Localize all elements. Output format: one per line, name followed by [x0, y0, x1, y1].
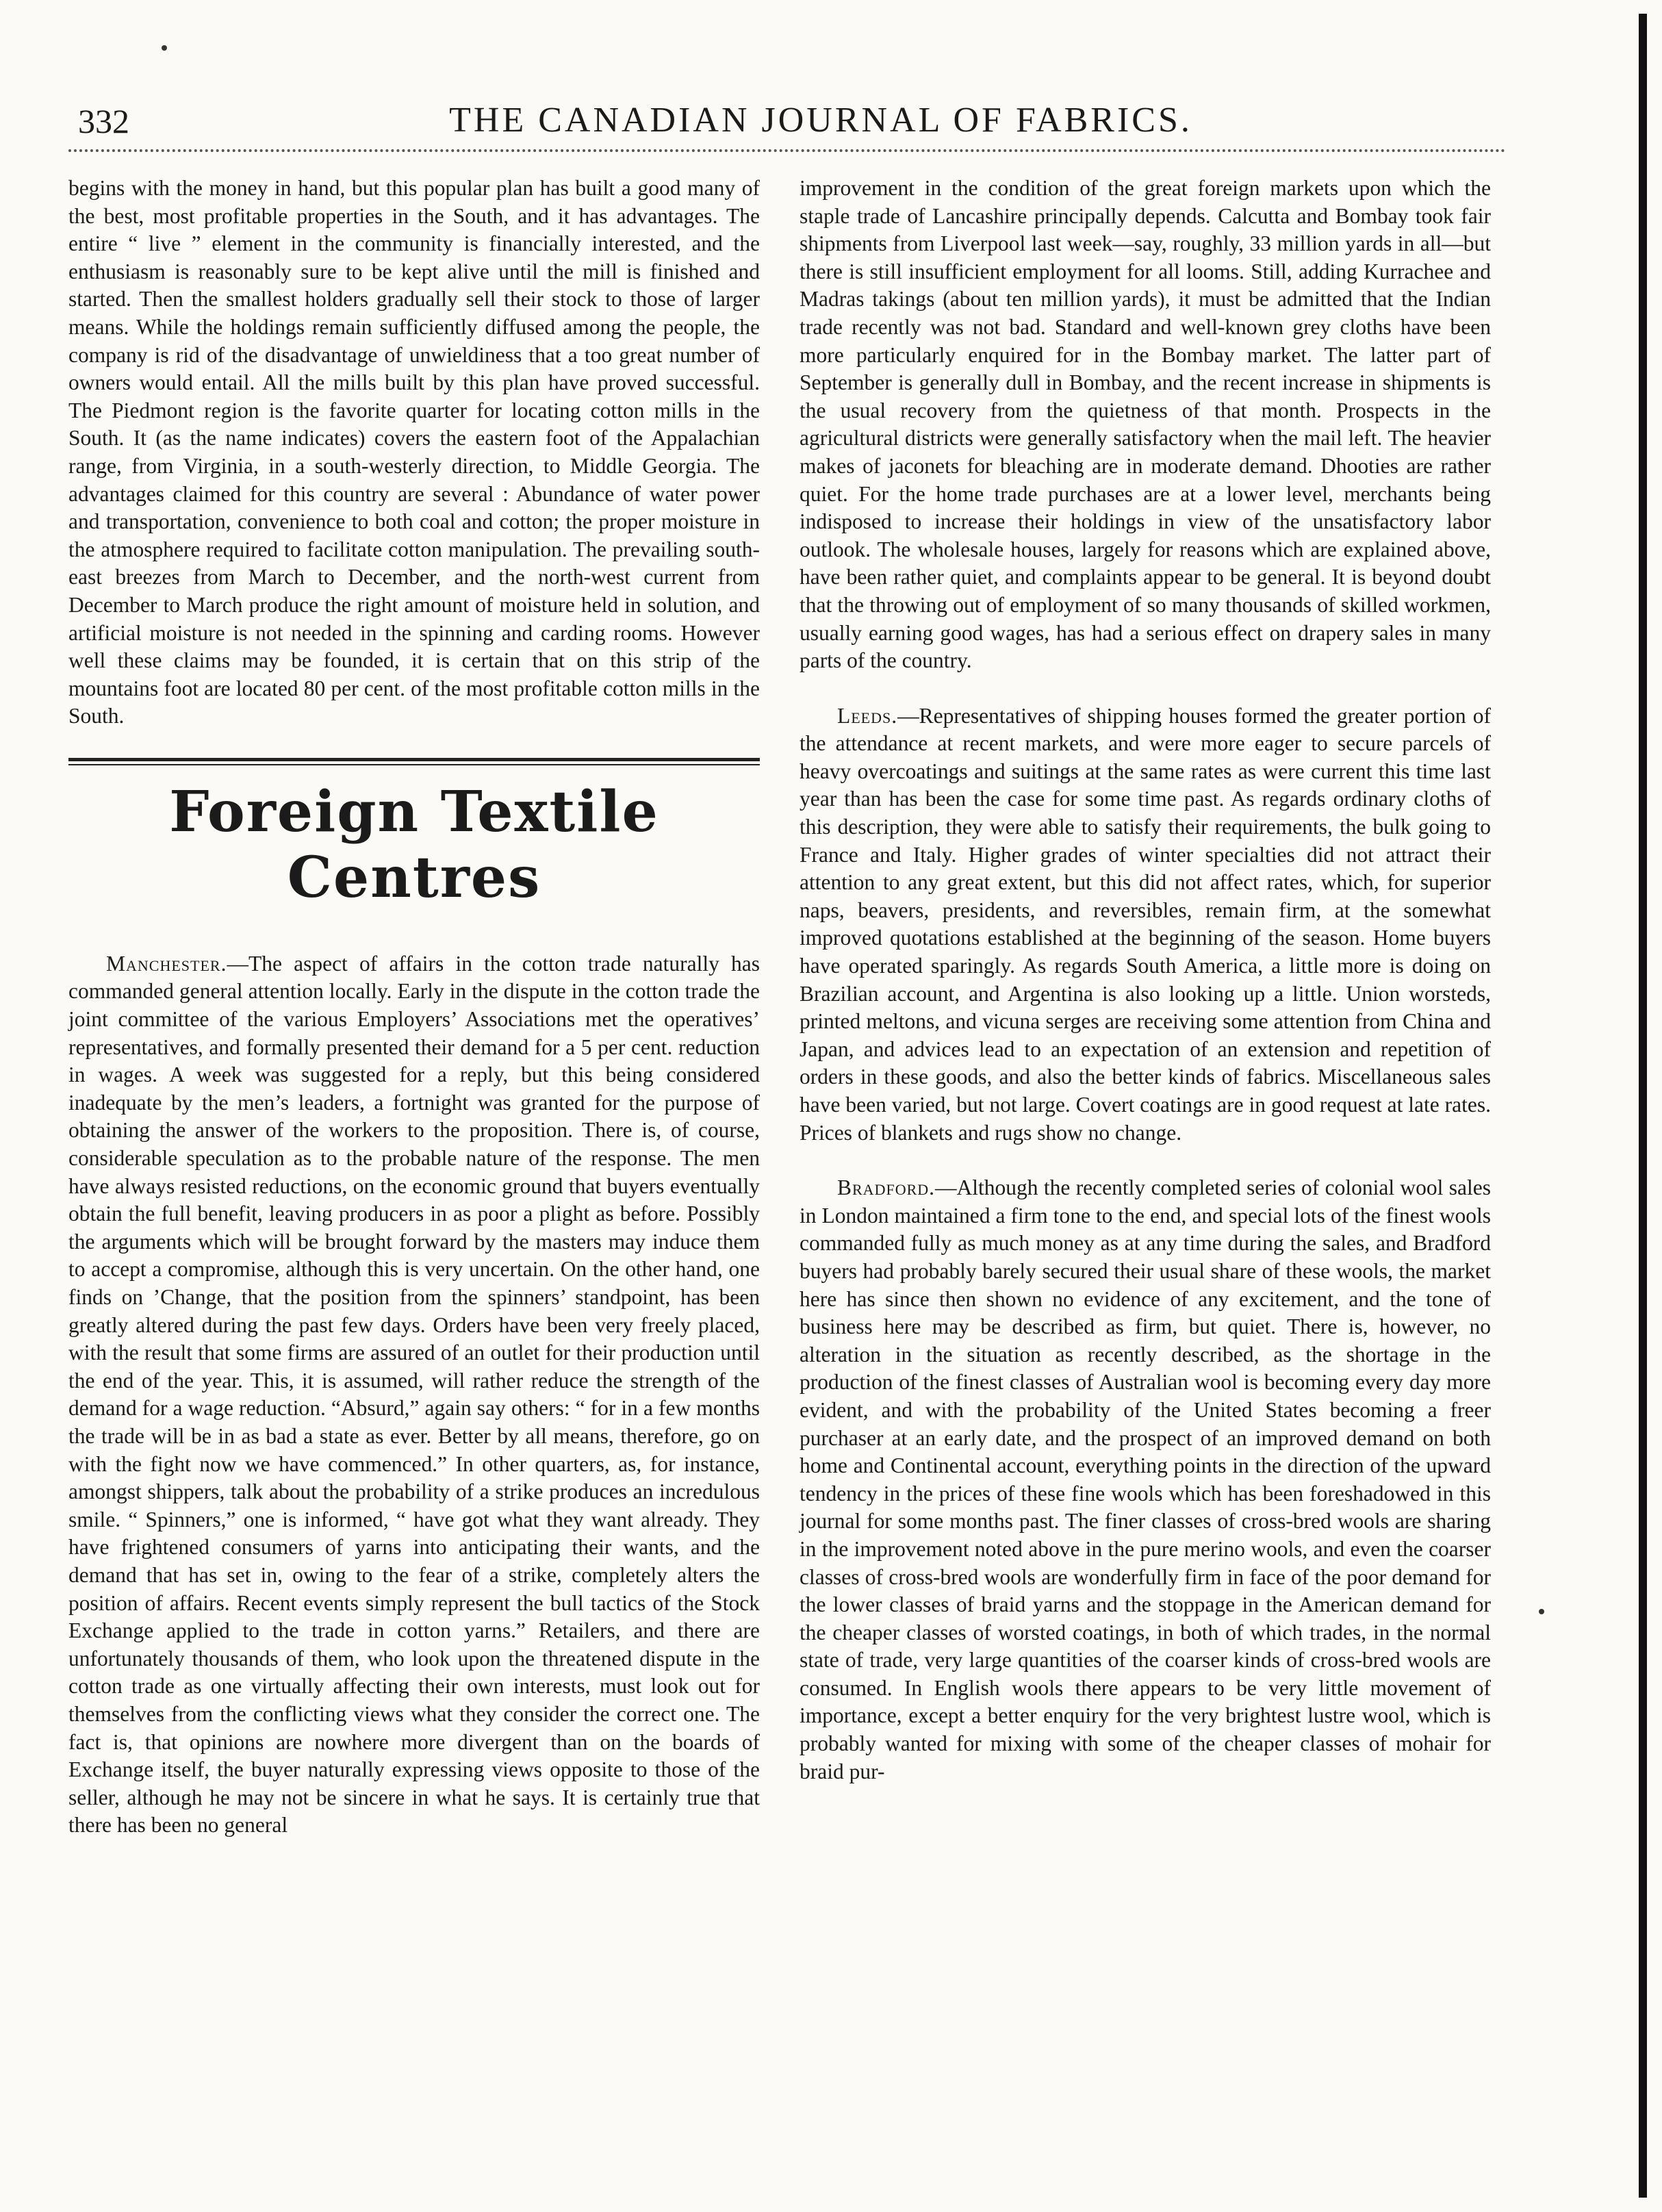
ink-speck	[1539, 1609, 1544, 1614]
bradford-lead: Bradford.	[837, 1175, 936, 1200]
section-divider	[68, 758, 760, 765]
left-column	[68, 175, 760, 1867]
bradford-text: —Although the recently completed series of colonial wool sales in London maintained a firm tone to the end, and special lots of the finest wools commanded fully as much money as at any time during the sales, and Bradford buyers had probably barely secured their usual share of these wools, the market here has since then shown no evidence of any excitement, and the tone of business here may be described as firm, but quiet. There is, however, no alteration in the situation as recently described, as the shortage in the production of the finest classes of Australian wool is becoming every day more evident, and with the probability of the United States becoming a freer purchaser at an early date, and the prospect of an improved demand on both home and Continental account, everything points in the direction of the upward tendency in the prices of these fine wools which has been foreshadowed in this journal for some months past. The finer classes of cross-bred wools are sharing in the improvement noted above in the pure merino wools, and even the coarser classes of cross-bred wools are wonderfully firm in face of the poor demand for the lower classes of braid yarns and the stoppage in the American demand for the cheaper classes of worsted coatings, in both of which trades, in the normal state of trade, very large quantities of the coarser kinds of cross-bred wools are consumed. In English wools there appears to be very little movement of importance, except a better enquiry for the very brightest lustre wool, which is probably wanted for mixing with some of the cheaper classes of mohair for braid pur-	[800, 1175, 1491, 1783]
intro-paragraph: begins with the money in hand, but this popular plan has built a good many of the best, most profitable properties in the South, and it has advantages. The entire “ live ” element in the community is financially interested, and the enthusiasm is reasonably sure to be kept alive until the mill is finished and started. Then the smallest holders gradually sell their stock to those of larger means. While the holdings remain sufficiently diffused among the people, the company is rid of the disadvantage of unwieldiness that a too great number of owners would entail. All the mills built by this plan have proved successful. The Piedmont region is the favorite quarter for locating cotton mills in the South. It (as the name indicates) covers the eastern foot of the Appalachian range, from Virginia, in a south-westerly direction, to Middle Georgia. The advantages claimed for this country are several : Abundance of water power and transportation, convenience to both coal and cotton; the proper moisture in the atmosphere required to facilitate cotton manipulation. The prevailing south-east breezes from March to December, and the north-west current from December to March produce the right amount of moisture held in solution, and artificial moisture is not needed in the spinning and carding rooms. However well these claims may be founded, it is certain that on this strip of the mountains foot are located 80 per cent. of the most profitable cotton mills in the South.	[68, 176, 760, 728]
manchester-text: —The aspect of affairs in the cotton trade naturally has commanded general attention locally. Early in the dispute in the cotton trade the joint committee of the various Employers’ Associations met the operatives’ representatives, and formally presented their demand for a 5 per cent. reduction in wages. A week was suggested for a reply, but this being considered inadequate by the men’s leaders, a fortnight was granted for the purpose of obtaining the answer of the workers to the proposition. There is, of course, considerable speculation as to the probable nature of the response. The men have always resisted reductions, on the economic ground that buyers eventually obtain the full benefit, leaving producers in as poor a plight as before. Possibly the arguments which will be brought forward by the masters may induce them to accept a compromise, although this is very uncertain. On the other hand, one finds on ’Change, that the position from the spinners’ standpoint, has been greatly altered during the past few days. Orders have been very freely placed, with the result that some firms are assured of an outlet for their production until the end of the year. This, it is assumed, will rather reduce the strength of the demand for a wage reduction. “Absurd,” again say others: “ for in a few months the trade will be in as bad a state as ever. Better by all means, therefore, go on with the fight now we have commenced.” In other quarters, as, for instance, amongst shippers, talk about the probability of a strike produces an incredulous smile. “ Spinners,” one is informed, “ have got what they want already. They have frightened consumers of yarns into anticipating their wants, and the demand that has set in, owing to the fear of a strike, completely alters the position of affairs. Recent events simply represent the bull tactics of the Stock Exchange applied to the trade in cotton yarns.” Retailers, and there are unfortunately thousands of them, who look upon the threatened dispute in the cotton trade as one virtually affecting their own interests, must look out for themselves from the conflicting views what they consider the correct one. The fact is, that opinions are nowhere more divergent than on the boards of Exchange itself, the buyer naturally expressing views opposite to those of the seller, although he may not be sincere in what he says. It is certainly true that there has been no general	[68, 951, 760, 1838]
right-column	[800, 175, 1491, 1813]
leeds-paragraph	[800, 702, 1491, 1147]
bradford-paragraph	[800, 1174, 1491, 1785]
ink-speck	[162, 45, 167, 51]
manchester-lead: Manchester.	[106, 951, 227, 976]
manchester-continued: improvement in the condition of the great foreign markets upon which the staple trade of Lancashire principally depends. Calcutta and Bombay took fair shipments from Liverpool last week—say, roughly, 33 million yards in all—but there is still insufficient employment for all looms. Still, adding Kurrachee and Madras takings (about ten million yards), it must be admitted that the Indian trade recently was not bad. Standard and well-known grey cloths have been more particularly enquired for in the Bombay market. The latter part of September is generally dull in Bombay, and the recent increase in shipments is the usual recovery from the quietness of that month. Prospects in the agricultural districts were generally satisfactory when the mail left. The heavier makes of jaconets for bleaching are in moderate demand. Dhooties are rather quiet. For the home trade purchases are at a lower level, merchants being indisposed to increase their holdings in view of the unsatisfactory labor outlook. The wholesale houses, largely for reasons which are explained above, have been rather quiet, and complaints appear to be general. It is beyond doubt that the throwing out of employment of so many thousands of skilled workmen, usually earning good wages, has had a serious effect on drapery sales in many parts of the country.	[800, 176, 1491, 673]
page-header	[62, 96, 1580, 151]
binding-edge	[1639, 14, 1647, 2198]
manchester-paragraph	[68, 950, 760, 1840]
page-number: 332	[78, 102, 129, 140]
journal-title: THE CANADIAN JOURNAL OF FABRICS.	[449, 101, 1192, 140]
leeds-text: —Representatives of shipping houses formed the greater portion of the attendance at recent markets, and were more eager to secure parcels of heavy overcoatings and suitings at the same rates as were current this time last year than has been the case for some time past. As regards ordinary cloths of this description, they were able to satisfy their requirements, the bulk going to France and Italy. Higher grades of winter specialties did not attract their attention to any great extent, but this did not affect rates, which, for superior naps, beavers, presidents, and reversibles, remain firm, at the somewhat improved quotations established at the beginning of the season. Home buyers have operated sparingly. As regards South America, a little more is doing on Brazilian account, and Argentina is also looking up a little. Union worsteds, printed meltons, and vicuna serges are receiving some attention from China and Japan, and advices lead to an expectation of an extension and repetition of orders in these goods, and also the better kinds of fabrics. Miscellaneous sales have been varied, but not large. Covert coatings are in good request at late rates. Prices of blankets and rugs show no change.	[800, 703, 1491, 1145]
header-rule	[68, 149, 1506, 152]
leeds-lead: Leeds.	[837, 703, 898, 728]
section-title: Foreign Textile Centres	[169, 778, 659, 911]
